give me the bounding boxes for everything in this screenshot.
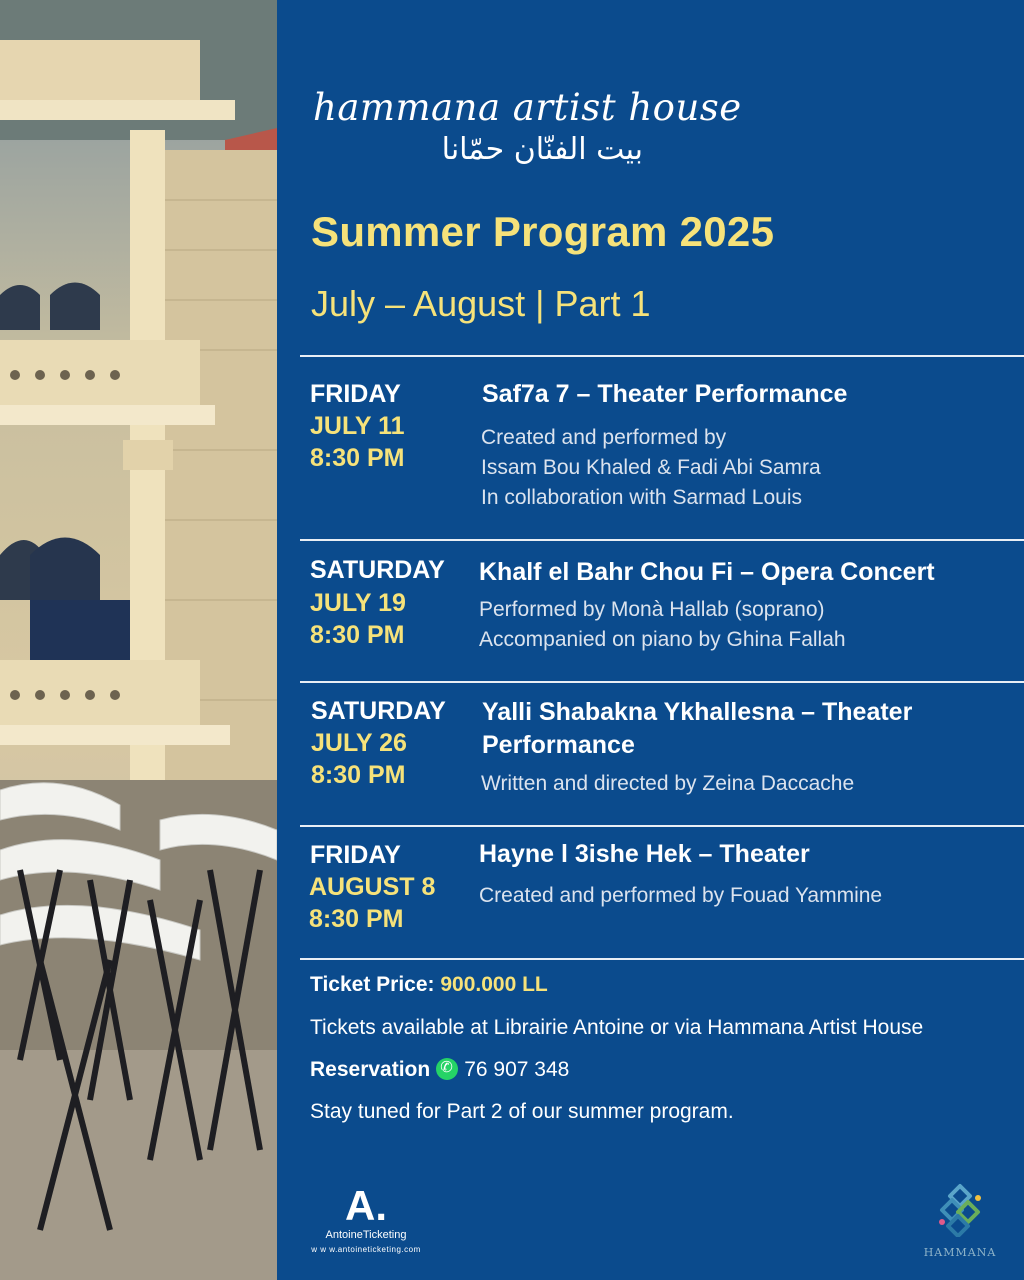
divider [300,355,1024,357]
antoine-ticketing-logo[interactable] [306,1182,426,1254]
event-title: Saf7a 7 – Theater Performance [482,380,848,408]
reservation-line [310,1058,569,1082]
event-day: FRIDAY [310,380,401,408]
ticket-price-value: 900.000 LL [440,973,548,996]
event-day: SATURDAY [310,556,445,584]
event-time: 8:30 PM [310,444,405,472]
event-description: Created and performed by Issam Bou Khaled & Fadi Abi Samra In collaboration with Sarmad Louis [481,426,821,509]
whatsapp-icon [436,1058,458,1080]
event-time: 8:30 PM [309,905,404,933]
brand-name-english: hammana artist house [313,86,742,129]
divider [300,681,1024,683]
part-two-note: Stay tuned for Part 2 of our summer program. [310,1100,734,1123]
event-title: Hayne l 3ishe Hek – Theater [479,840,810,868]
reservation-label: Reservation [310,1058,431,1081]
event-date: JULY 19 [310,589,406,617]
event-title: Khalf el Bahr Chou Fi – Opera Concert [479,558,935,586]
page-subtitle: July – August | Part 1 [311,283,651,324]
antoine-logo-name: AntoineTicketing [325,1229,407,1241]
divider [300,539,1024,541]
event-day: SATURDAY [311,697,446,725]
hammana-label: HAMMANA [923,1246,997,1259]
event-description: Created and performed by Fouad Yammine [479,884,883,907]
divider [300,825,1024,827]
event-time: 8:30 PM [311,761,406,789]
building-photo [0,0,277,1280]
event-date: JULY 11 [310,412,405,440]
divider [300,958,1024,960]
event-description: Performed by Monà Hallab (soprano) Accompanied on piano by Ghina Fallah [479,598,846,651]
page-title: Summer Program 2025 [311,208,775,255]
hammana-logo [915,1182,1005,1259]
event-date: AUGUST 8 [309,873,436,901]
event-date: JULY 26 [311,729,407,757]
reservation-phone[interactable]: 76 907 348 [464,1058,570,1081]
antoine-logo-mark: A. [345,1182,387,1229]
antoine-logo-url: w w w.antoineticketing.com [311,1245,421,1254]
ticket-availability: Tickets available at Librairie Antoine or via Hammana Artist House [310,1016,924,1039]
ticket-price-label: Ticket Price: [310,973,435,996]
hammana-logo-icon [930,1182,990,1237]
event-description: Written and directed by Zeina Daccache [481,772,855,795]
event-time: 8:30 PM [310,621,405,649]
event-day: FRIDAY [310,841,401,869]
brand-name-arabic: بيت الفنّان حمّانا [441,132,643,167]
event-title: Yalli Shabakna Ykhallesna – Theater Performance [482,698,913,759]
ticket-price-line [310,973,548,997]
